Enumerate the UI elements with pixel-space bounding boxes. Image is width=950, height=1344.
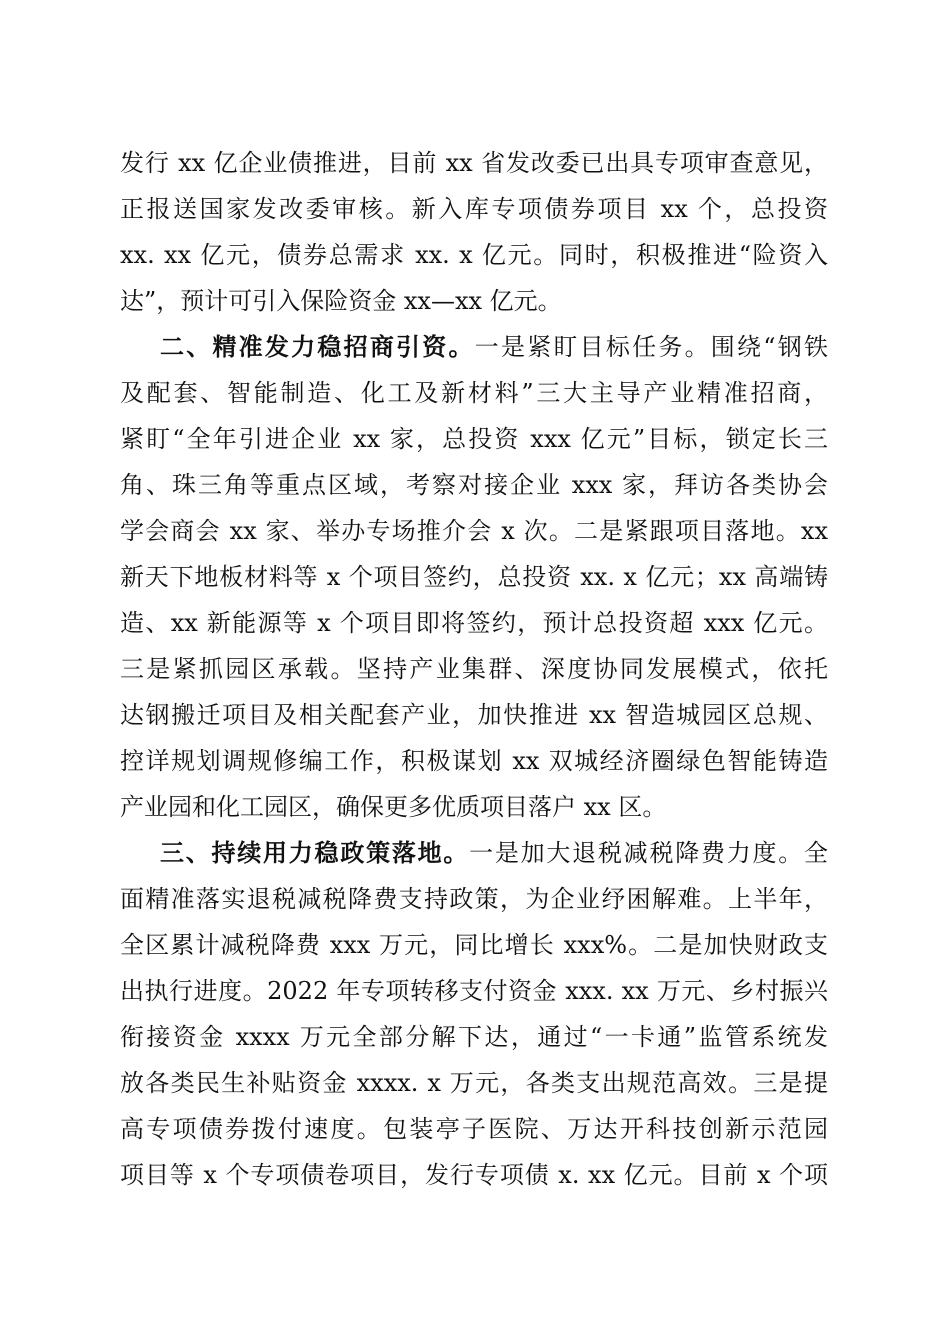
paragraph-3-first-line-text: 一是加大退税减税降费力度。全 bbox=[469, 839, 829, 867]
paragraph-3-line-2: 面精准落实退税减税降费支持政策，为企业纾困解难。上半年， bbox=[120, 885, 828, 913]
paragraph-2-first-line-text: 一是紧盯目标任务。围绕“钢铁 bbox=[474, 333, 828, 361]
paragraph-2-line-1 bbox=[120, 324, 828, 370]
paragraph-1-line-4: 达”，预计可引入保险资金 xx—xx 亿元。 bbox=[120, 287, 562, 315]
paragraph-2-line-7: 造、xx 新能源等 x 个项目即将签约，预计总投资超 xxx 亿元。 bbox=[120, 609, 828, 637]
paragraph-2-line-2: 及配套、智能制造、化工及新材料”三大主导产业精准招商， bbox=[120, 379, 828, 407]
paragraph-2-line-3: 紧盯“全年引进企业 xx 家，总投资 xxx 亿元”目标，锁定长三 bbox=[120, 425, 828, 453]
paragraph-2-line-11: 产业园和化工园区，确保更多优质项目落户 xx 区。 bbox=[120, 793, 667, 821]
paragraph-3-line-1 bbox=[120, 830, 828, 876]
paragraph-3-line-8: 项目等 x 个专项债卷项目，发行专项债 x. xx 亿元。目前 x 个项 bbox=[120, 1161, 828, 1189]
paragraph-3-line-7: 高专项债券拨付速度。包装亭子医院、万达开科技创新示范园 bbox=[120, 1115, 828, 1143]
paragraph-3-line-6: 放各类民生补贴资金 xxxx. x 万元，各类支出规范高效。三是提 bbox=[120, 1069, 828, 1097]
paragraph-1-line-1: 发行 xx 亿企业债推进，目前 xx 省发改委已出具专项审查意见， bbox=[120, 149, 828, 177]
paragraph-2-line-8: 三是紧抓园区承载。坚持产业集群、深度协同发展模式，依托 bbox=[120, 655, 828, 683]
section-heading-3: 三、持续用力稳政策落地。 bbox=[160, 839, 470, 867]
paragraph-2-line-6: 新天下地板材料等 x 个项目签约，总投资 xx. x 亿元；xx 高端铸 bbox=[120, 563, 828, 591]
section-heading-2: 二、精准发力稳招商引资。 bbox=[160, 333, 475, 361]
document-body bbox=[120, 140, 828, 1198]
paragraph-3-line-3: 全区累计减税降费 xxx 万元，同比增长 xxx%。二是加快财政支 bbox=[120, 931, 828, 959]
paragraph-2-line-10: 控详规划调规修编工作，积极谋划 xx 双城经济圈绿色智能铸造 bbox=[120, 747, 828, 775]
paragraph-2-line-5: 学会商会 xx 家、举办专场推介会 x 次。二是紧跟项目落地。xx bbox=[120, 517, 828, 545]
paragraph-3-line-5: 衔接资金 xxxx 万元全部分解下达，通过“一卡通”监管系统发 bbox=[120, 1023, 828, 1051]
paragraph-2-line-4: 角、珠三角等重点区域，考察对接企业 xxx 家，拜访各类协会 bbox=[120, 471, 828, 499]
paragraph-1-line-3: xx. xx 亿元，债券总需求 xx. x 亿元。同时，积极推进“险资入 bbox=[120, 241, 828, 269]
paragraph-2-line-9: 达钢搬迁项目及相关配套产业，加快推进 xx 智造城园区总规、 bbox=[120, 701, 828, 729]
paragraph-1-line-2: 正报送国家发改委审核。新入库专项债券项目 xx 个，总投资 bbox=[120, 195, 828, 223]
paragraph-3-line-4: 出执行进度。2022 年专项转移支付资金 xxx. xx 万元、乡村振兴 bbox=[120, 977, 828, 1005]
